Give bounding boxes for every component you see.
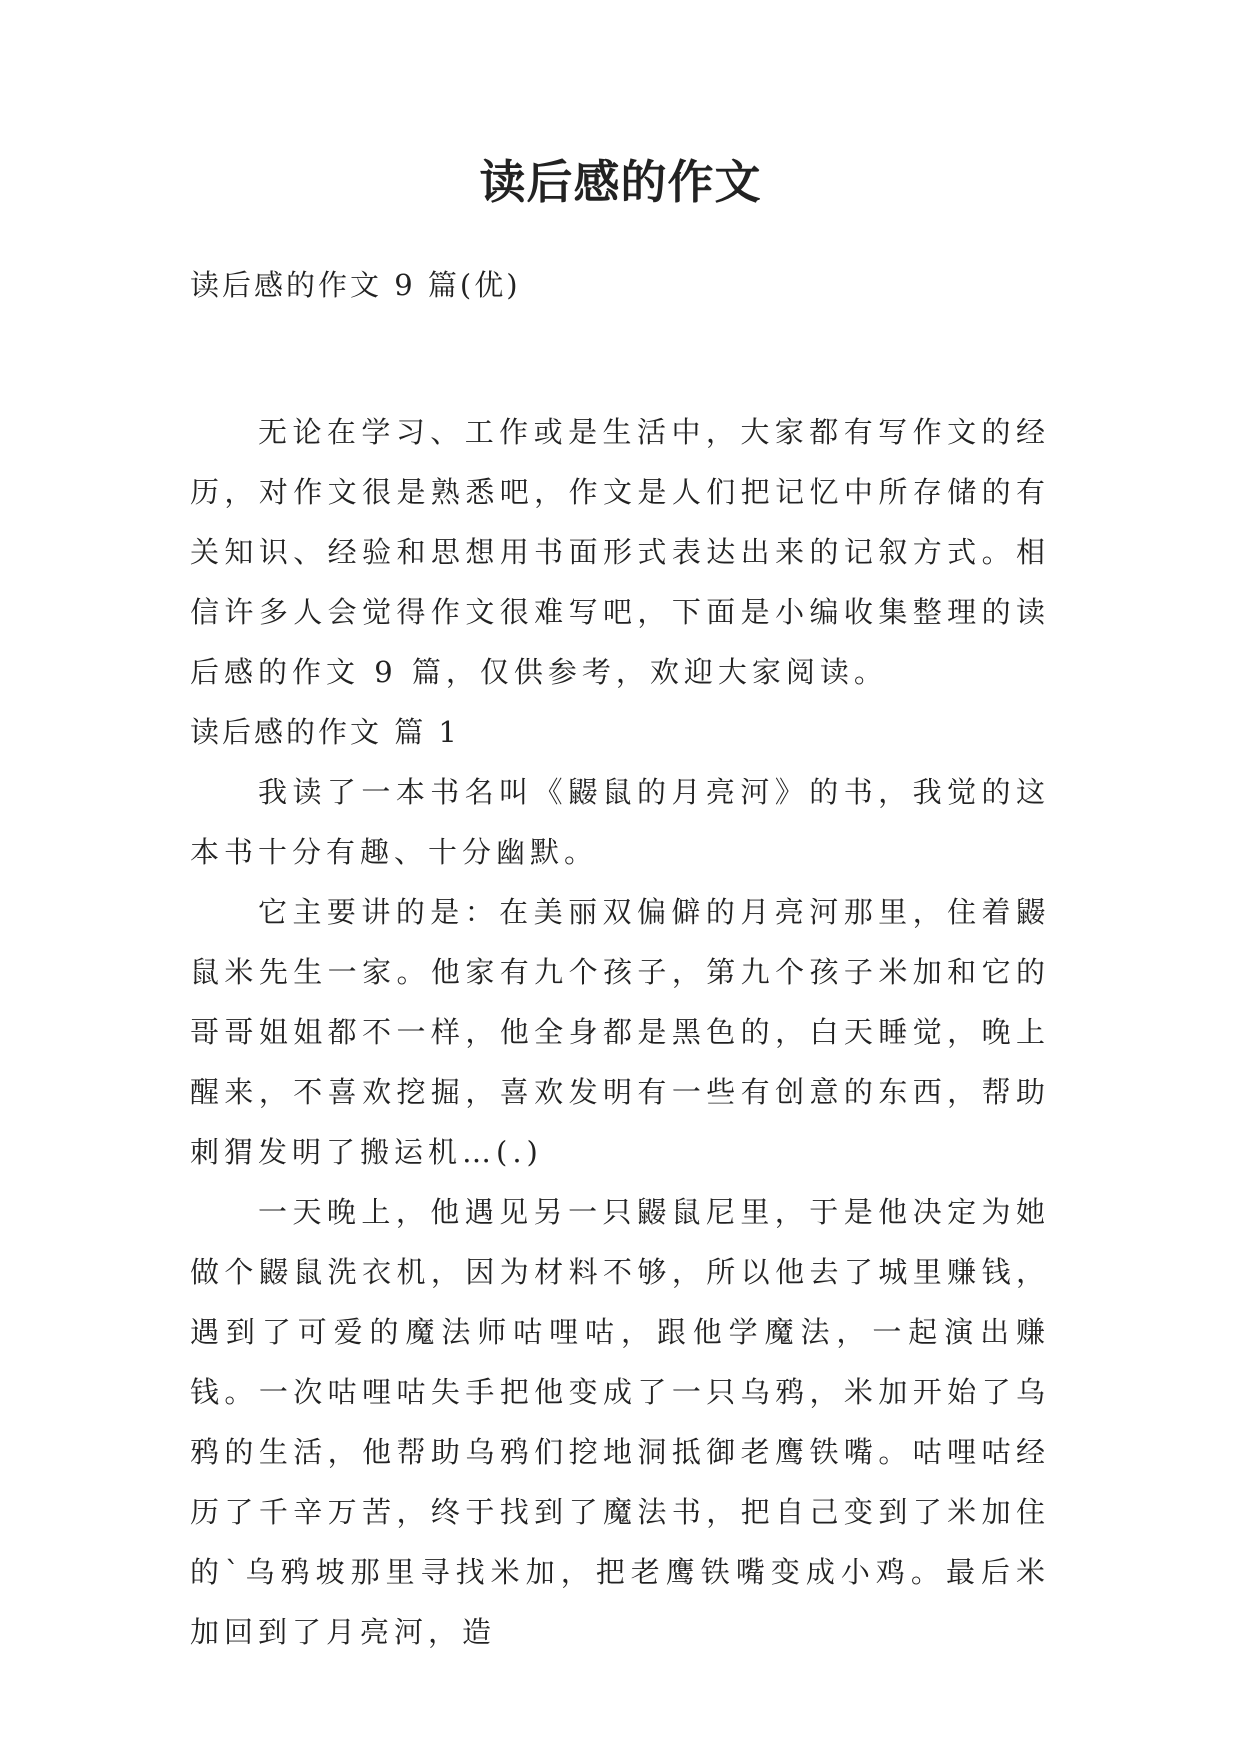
- body-paragraph: 它主要讲的是：在美丽双偏僻的月亮河那里，住着鼹鼠米先生一家。他家有九个孩子，第九个孩子米加和它的哥哥姐姐都不一样，他全身都是黑色的，白天睡觉，晚上醒来，不喜欢挖掘，喜欢发明有一些有创意的东西，帮助刺猬发明了搬运机…(.): [190, 895, 1050, 1169]
- intro-paragraph: 无论在学习、工作或是生活中，大家都有写作文的经历，对作文很是熟悉吧，作文是人们把记忆中所存储的有关知识、经验和思想用书面形式表达出来的记叙方式。相信许多人会觉得作文很难写吧，下面是小编收集整理的读后感的作文 9 篇，仅供参考，欢迎大家阅读。: [190, 415, 1050, 689]
- section-heading-1: 读后感的作文 篇 1: [190, 715, 460, 749]
- body-paragraph: 一天晚上，他遇见另一只鼹鼠尼里，于是他决定为她做个鼹鼠洗衣机，因为材料不够，所以他去了城里赚钱，遇到了可爱的魔法师咕哩咕，跟他学魔法，一起演出赚钱。一次咕哩咕失手把他变成了一只乌鸦，米加开始了乌鸦的生活，他帮助乌鸦们挖地洞抵御老鹰铁嘴。咕哩咕经历了千辛万苦，终于找到了魔法书，把自己变到了米加住的`乌鸦坡那里寻找米加，把老鹰铁嘴变成小鸡。最后米加回到了月亮河，造: [190, 1195, 1050, 1649]
- document-subtitle: 读后感的作文 9 篇(优): [190, 268, 521, 302]
- document-title: 读后感的作文: [479, 155, 762, 209]
- body-paragraph: 我读了一本书名叫《鼹鼠的月亮河》的书，我觉的这本书十分有趣、十分幽默。: [190, 775, 1050, 869]
- document-body: [190, 402, 1050, 1662]
